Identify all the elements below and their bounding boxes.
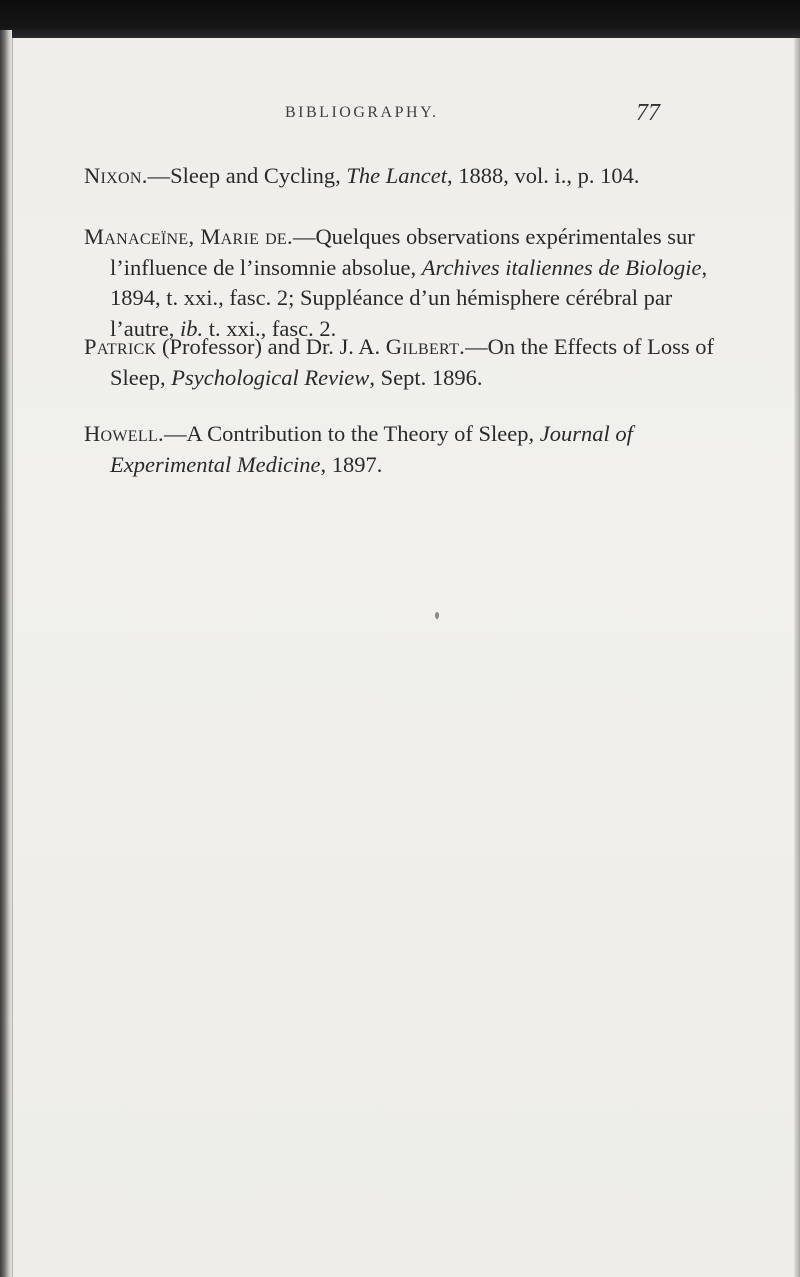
- entry-author: Howell.: [84, 421, 164, 446]
- entry-journal: The Lancet: [346, 163, 448, 188]
- paper-speck: [435, 612, 439, 619]
- bibliography-entry-manaceine: [84, 222, 724, 344]
- entry-title: Sleep and Cycling,: [170, 163, 347, 188]
- entry-dash: —: [465, 334, 488, 359]
- bibliography-entry-howell: [84, 419, 724, 480]
- entry-journal: Journal of Experimental Medicine: [110, 421, 633, 477]
- entry-ibid: ib.: [179, 315, 204, 341]
- bibliography-entry-patrick: [84, 332, 724, 393]
- entry-dash: —: [292, 224, 316, 249]
- entry-title: Quelques observations expérimentales sur l’influence de l’insomnie absolue,: [110, 224, 695, 280]
- entry-dash: —: [147, 163, 171, 188]
- entry-details-2: t. xxi., fasc. 2.: [203, 315, 337, 341]
- entry-author: Nixon.: [84, 163, 148, 188]
- entry-coauthor: Gilbert.: [385, 334, 466, 359]
- entry-details: , 1888, vol. i., p. 104.: [447, 163, 640, 188]
- entry-title: On the Effects of Loss of Sleep,: [110, 334, 714, 390]
- entry-journal: Psychological Review: [171, 364, 370, 390]
- entry-details: , Sept. 1896.: [369, 364, 483, 390]
- running-title: BIBLIOGRAPHY.: [285, 104, 439, 121]
- scan-top-border: [0, 0, 800, 38]
- entry-journal: Archives italiennes de Biologie: [421, 254, 702, 280]
- page-number: 77: [636, 100, 660, 126]
- scan-binding-edge: [0, 30, 12, 1277]
- entry-coauthor-prefix: (Professor) and Dr. J. A.: [156, 334, 386, 359]
- entry-title: A Contribution to the Theory of Sleep,: [186, 421, 540, 446]
- entry-author: Manaceïne, Marie de.: [84, 224, 293, 249]
- running-head: [0, 100, 800, 134]
- bibliography-entry-nixon: [84, 161, 724, 192]
- scan-right-edge: [794, 38, 800, 1277]
- entry-details: , 1894, t. xxi., fasc. 2; Suppléance d’un hémisphere cérébral par l’autre,: [110, 254, 708, 341]
- entry-details: , 1897.: [320, 451, 383, 477]
- entry-author: Patrick: [84, 334, 157, 359]
- entry-dash: —: [163, 421, 187, 446]
